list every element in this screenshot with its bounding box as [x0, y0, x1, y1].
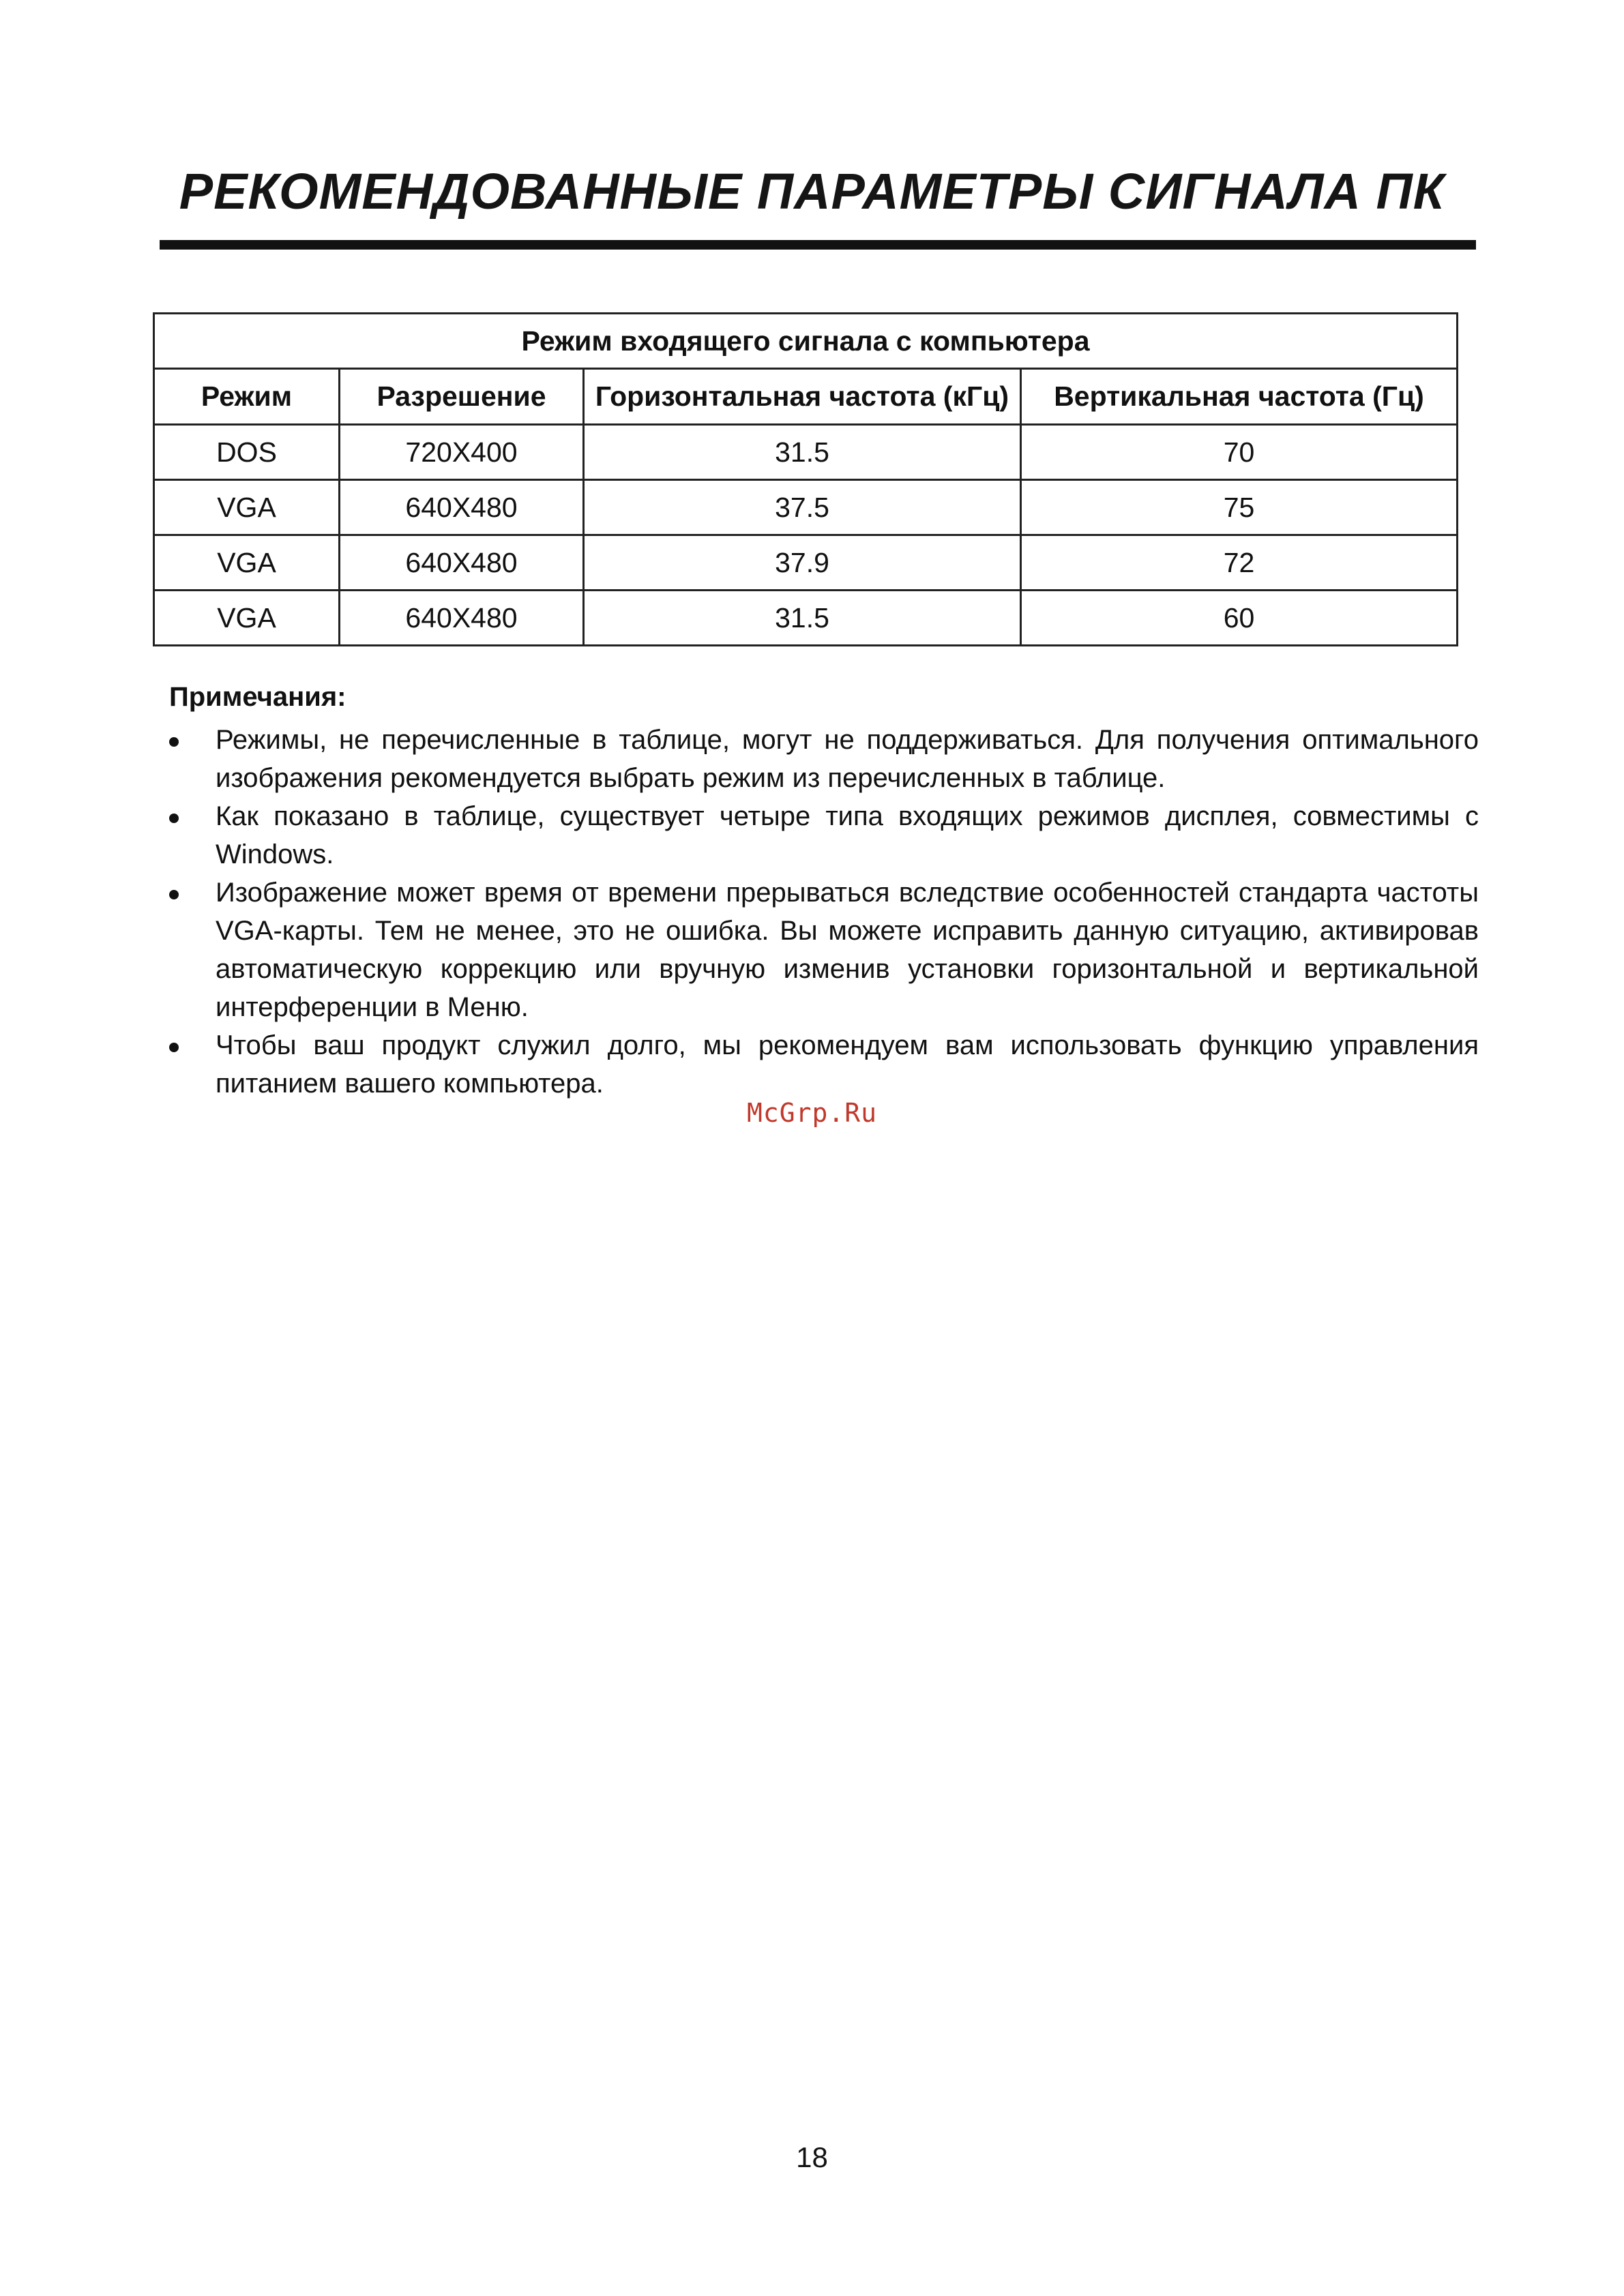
notes-heading: Примечания: [169, 682, 346, 712]
bullet-icon [169, 737, 179, 747]
cell-vertical-frequency: 72 [1021, 535, 1458, 591]
cell-mode: VGA [154, 480, 340, 535]
cell-resolution: 640X480 [340, 480, 584, 535]
page-title: РЕКОМЕНДОВАННЫЕ ПАРАМЕТРЫ СИГНАЛА ПК [179, 163, 1445, 220]
list-item [169, 874, 1479, 1026]
signal-mode-table [153, 312, 1458, 646]
cell-mode: VGA [154, 535, 340, 591]
notes-section [169, 682, 1479, 1103]
cell-mode: DOS [154, 425, 340, 480]
cell-resolution: 640X480 [340, 591, 584, 646]
watermark: McGrp.Ru [746, 1098, 878, 1128]
column-header-horizontal-frequency: Горизонтальная частота (кГц) [584, 369, 1021, 425]
cell-vertical-frequency: 75 [1021, 480, 1458, 535]
note-text: Изображение может время от времени прерываться вследствие особенностей стандарта частоты VGA-карты. Тем не менее, это не ошибка. Вы можете исправить данную ситуацию, активировав автоматическую коррекцию или вручную изменив установки горизонтальной и вертикальной интерференции в Меню. [216, 878, 1479, 1022]
cell-vertical-frequency: 70 [1021, 425, 1458, 480]
list-item [169, 797, 1479, 874]
table-row [154, 425, 1458, 480]
list-item [169, 721, 1479, 797]
column-header-mode: Режим [154, 369, 340, 425]
list-item [169, 1026, 1479, 1103]
cell-mode: VGA [154, 591, 340, 646]
column-header-resolution: Разрешение [340, 369, 584, 425]
table-row [154, 591, 1458, 646]
cell-horizontal-frequency: 31.5 [584, 425, 1021, 480]
cell-horizontal-frequency: 37.9 [584, 535, 1021, 591]
title-underline [160, 240, 1476, 250]
cell-horizontal-frequency: 31.5 [584, 591, 1021, 646]
notes-list [169, 721, 1479, 1103]
table-row [154, 480, 1458, 535]
cell-resolution: 720X400 [340, 425, 584, 480]
table-header-row [154, 369, 1458, 425]
table-row [154, 535, 1458, 591]
note-text: Как показано в таблице, существует четыре типа входящих режимов дисплея, совместимы с Windows. [216, 801, 1479, 869]
table-caption-row [154, 314, 1458, 369]
cell-vertical-frequency: 60 [1021, 591, 1458, 646]
page-number: 18 [796, 2141, 828, 2173]
bullet-icon [169, 814, 179, 823]
bullet-icon [169, 890, 179, 899]
cell-horizontal-frequency: 37.5 [584, 480, 1021, 535]
cell-resolution: 640X480 [340, 535, 584, 591]
bullet-icon [169, 1043, 179, 1052]
note-text: Чтобы ваш продукт служил долго, мы рекомендуем вам использовать функцию управления питанием вашего компьютера. [216, 1030, 1479, 1099]
column-header-vertical-frequency: Вертикальная частота (Гц) [1021, 369, 1458, 425]
table-caption: Режим входящего сигнала с компьютера [154, 314, 1458, 369]
note-text: Режимы, не перечисленные в таблице, могут не поддерживаться. Для получения оптимального изображения рекомендуется выбрать режим из перечисленных в таблице. [216, 725, 1479, 793]
